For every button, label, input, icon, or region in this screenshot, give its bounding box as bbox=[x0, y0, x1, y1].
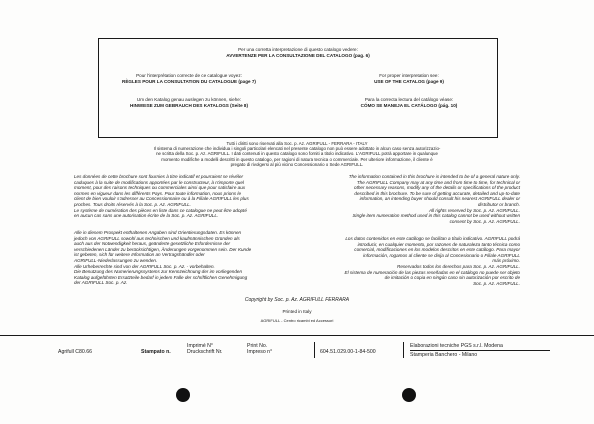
guide-intro-line1: Per una corretta interpretazione di questo catalogo vedere: bbox=[238, 47, 358, 52]
copyright-line: Copyright by Soc. p. Az. AGRIFULL FERRARA bbox=[244, 297, 350, 303]
rights-italian: Tutti i diritti sono riservati alla Soc. p. Az. AGRIFULL - FERRARA - ITALY Il sistema di numerazione che individua i singoli particolari elencati nel presente catalogo non può essere adottato in alcun caso senza autorizzazio- ne scritta della Soc. p. Az. AGRIFULL. I dati contenuti in questo catalogo sono forniti a titolo indicativo. L'AGRIFULL potrà apportare in qualunque momento modifiche a modelli descritti in questo catalogo, per ragioni di natura tecnica o commerciale. Per ulteriore informazione, il cliente è pregato di rivolgersi al più vicino Concessionario o Sede AGRIFULL. bbox=[153, 141, 441, 167]
print-line1: Print No. bbox=[247, 343, 268, 349]
print-label bbox=[247, 343, 272, 355]
imprime-label bbox=[187, 343, 222, 355]
rights-german: Alle in diesem Prospekt enthaltenen Angaben sind Orientierungsdaten. Es können jedoch von AGRIFULL sowohl aus technischen und kaufmännischen Gründen als auch aus der Notwendigkeit heraus, geänderte gesetzliche Erfordernisse der verschiedenen Länder zu berücksichtigen, Änderungen vorgenommen sein. Der Kunde ist gebeten, sich für weitere Information an Vertragshändler oder AGRIFULL-Niederlassungen zu wenden. Alle Urheberrechte sind von der AGRIFULL Soc. p. Az. - vorbehalten. Die Benutzung des Numerierungssystems zur Kennzeichnung der im vorliegenden Katalog aufgeführten Ersatzteile bedarf in jedem Falle der schriftlichen Genehmigung der AGRIFULL Soc. p. Az. bbox=[74, 230, 252, 286]
imprime-line1: Imprimé N° bbox=[187, 343, 213, 349]
guide-es bbox=[329, 97, 489, 108]
guide-es-line2: CÓMO SE MANEJA EL CATÁLOGO (pág. 10) bbox=[360, 102, 458, 108]
stamped-label: Stampato n. bbox=[141, 349, 171, 355]
print-number: 604.51.029.00-1-84-500 bbox=[320, 349, 376, 355]
guide-de bbox=[109, 97, 269, 108]
print-line2: Impreso n° bbox=[247, 349, 273, 356]
guide-fr bbox=[109, 73, 269, 84]
guide-de-line2: HINWEISE ZUM GEBRAUCH DES KATALOGS (Seite 8) bbox=[130, 102, 248, 108]
guide-es-line1: Para la correcta lectura del catálogo véase: bbox=[364, 97, 454, 102]
guide-fr-line2: RÈGLES POUR LA CONSULTATION DU CATALOGUE (page 7) bbox=[122, 78, 256, 84]
guide-fr-line1: Pour l'interprétation correcte de ce catalogue voyez: bbox=[136, 73, 242, 78]
printer-divider bbox=[403, 342, 404, 358]
consultation-guide-box bbox=[98, 38, 498, 138]
catalog-code: Agrifull C80.66 bbox=[58, 349, 93, 355]
printer-info bbox=[410, 343, 550, 358]
rights-english: The information contained in this brochure is intended to be of a general nature only. The AGRIFULL Company may at any time and from time to time, for technical or other necessary reasons, modify any of the details or specifications of the product described in this brochure. To be sure of getting accurate, detailed and up-to-date information, an intending buyer should consult his nearest AGRIFULL dealer or distributor or branch. All rights reserved by Soc. p. Az. AGRIFULL. Single item numeration method used in this catalog cannot be used without written consent by Soc. p. Az. AGRIFULL. bbox=[348, 174, 520, 224]
imprime-line2: Druckschrift Nr. bbox=[187, 349, 223, 356]
guide-de-line1: Um den Katalog genau auslegen zu können, siehe: bbox=[136, 97, 242, 102]
guide-en-line1: For proper interpretation see: bbox=[379, 73, 439, 78]
punch-hole-left bbox=[176, 388, 190, 402]
punch-hole-right bbox=[402, 388, 416, 402]
rights-spanish: Los datos contenidos en este catálogo se facilitan a título indicativo. AGRIFULL podrá introducir, en cualquier momento, por razones de naturaleza tanto técnica como comercial, modificaciones en los modelos descritos en este catálogo. Para mayor información, rogamos al cliente se dirija al Concesionario o Filiale AGRIFULL más próximo. Reservados todos los derechos para Soc. p. Az. AGRIFULL. El sistema de numeración de las piezas reseñadas en el catálogo no puede ser objeto de imitación o copia en ningún caso sin autorización por escrito de Soc. p. Az. AGRIFULL. bbox=[344, 236, 520, 286]
footer-rule bbox=[0, 335, 594, 336]
printed-note: AGRIFULL - Centro ricambi ed Accessori bbox=[260, 318, 334, 323]
number-divider bbox=[314, 342, 315, 358]
guide-en-line2: USE OF THE CATALOG (page 9) bbox=[374, 78, 444, 84]
guide-intro-line2: AVVERTENZE PER LA CONSULTAZIONE DEL CATALOGO (pag. 6) bbox=[226, 52, 370, 58]
guide-intro bbox=[99, 47, 497, 58]
rights-french: Les données de cette brochure sont fournies à titre indicatif et pourraient se révéler caduques à la suite de modifications apportées par le constructeur, à n'importe quel moment, pour des raisons techniques ou commerciales ainsi que pour satisfaire aux normes en vigueur dans les différents Pays. Pour toute information, nous prions le client de bien vouloir s'adresser au Concessionnaire ou à la Filiale AGRIFULL les plus proches. Tous droits réservés à la Soc. p. Az. AGRIFULL. Le système de numération des pièces en liste dans ce catalogue ne peut être adopté en aucun cas sans une autorisation écrite de la Soc. p. Az. AGRIFULL. bbox=[74, 174, 249, 219]
printer-underline bbox=[410, 350, 550, 351]
printer-line1: Elaborazioni tecniche PGS s.r.l. Modena bbox=[410, 343, 503, 349]
printed-in: Printed in Italy bbox=[282, 309, 312, 314]
guide-en bbox=[329, 73, 489, 84]
printer-line2: Stamperia Banchero - Milano bbox=[410, 352, 478, 359]
